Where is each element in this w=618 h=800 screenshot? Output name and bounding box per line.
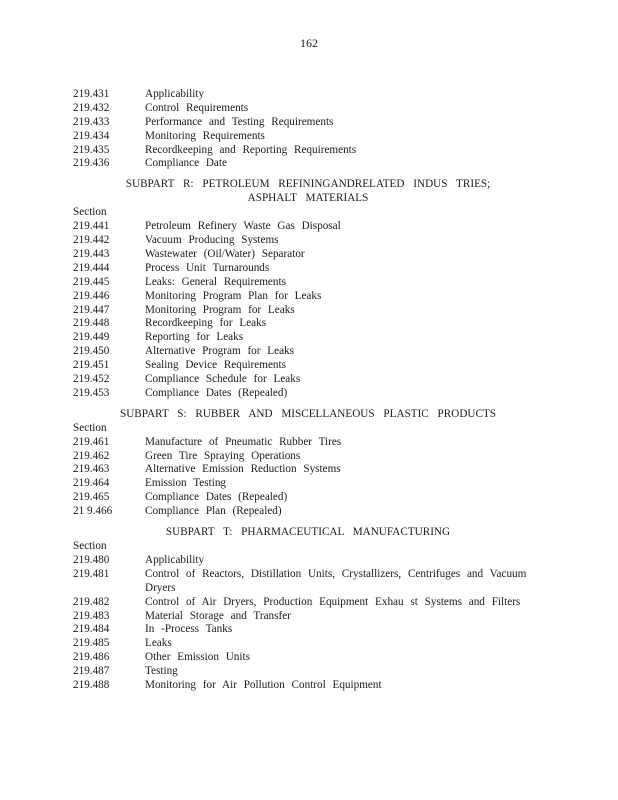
section-title: Material Storage and Transfer	[145, 609, 291, 622]
subpart-heading-line: SUBPART R: PETROLEUM REFININGANDRELATED INDUS TRIES;	[125, 178, 491, 191]
subpart-heading	[73, 519, 543, 540]
list-item	[73, 596, 543, 610]
subpart-r	[73, 171, 543, 400]
section-title: Manufacture of Pneumatic Rubber Tires	[145, 435, 342, 448]
section-number: 219.461	[73, 435, 110, 448]
section-title: Monitoring for Air Pollution Control Equipment	[145, 678, 382, 691]
section-title: Compliance Dates (Repealed)	[145, 386, 288, 399]
list-item	[73, 637, 543, 651]
page-number: 162	[300, 36, 318, 50]
list-item	[73, 610, 543, 624]
section-title: Control of Reactors, Distillation Units, Crystallizers, Centrifuges and Vacuum Dryers	[145, 567, 527, 594]
section-number: 219.484	[73, 623, 110, 636]
section-title: Performance and Testing Requirements	[145, 115, 334, 128]
list-item	[73, 116, 543, 130]
section-title: Compliance Schedule for Leaks	[145, 373, 301, 386]
section-title: Other Emission Units	[145, 651, 250, 664]
table-of-contents	[73, 88, 543, 693]
section-number: 219.434	[73, 129, 110, 142]
section-number: 219.482	[73, 595, 110, 608]
subpart-t	[73, 519, 543, 693]
list-item	[73, 345, 543, 359]
section-number: 219.432	[73, 101, 110, 114]
section-number: 219.480	[73, 553, 110, 566]
section-number: 219.442	[73, 234, 110, 247]
section-number: 219.462	[73, 449, 110, 462]
section-number: 219.444	[73, 261, 110, 274]
section-number: 219.433	[73, 115, 110, 128]
section-number: 219.441	[73, 220, 110, 233]
section-number: 219.445	[73, 275, 110, 288]
list-item	[73, 262, 543, 276]
section-title: Control Requirements	[145, 101, 249, 114]
section-number: 219.487	[73, 665, 110, 678]
section-title: Monitoring Program for Leaks	[145, 303, 295, 316]
list-item	[73, 491, 543, 505]
list-item	[73, 477, 543, 491]
section-label: Section	[73, 421, 107, 434]
section-number: 219.452	[73, 373, 110, 386]
section-number: 219.465	[73, 491, 110, 504]
list-item	[73, 463, 543, 477]
list-item	[73, 157, 543, 171]
section-title: Sealing Device Requirements	[145, 359, 286, 372]
section-title: Process Unit Turnarounds	[145, 261, 270, 274]
section-title: Petroleum Refinery Waste Gas Disposal	[145, 220, 341, 233]
section-title: Recordkeeping for Leaks	[145, 317, 267, 330]
section-number: 219.464	[73, 477, 110, 490]
section-number: 219.448	[73, 317, 110, 330]
list-item	[73, 387, 543, 401]
list-item	[73, 290, 543, 304]
section-label: Section	[73, 540, 107, 553]
subpart-heading	[73, 401, 543, 422]
section-title: Leaks	[145, 637, 172, 650]
section-number: 219.446	[73, 289, 110, 302]
section-title: Leaks: General Requirements	[145, 275, 286, 288]
subpart-heading-line: SUBPART T: PHARMACEUTICAL MANUFACTURING	[165, 526, 451, 539]
section-title: Emission Testing	[145, 477, 227, 490]
section-title: Applicability	[145, 553, 205, 566]
section-title: Reporting for Leaks	[145, 331, 244, 344]
section-number: 219.435	[73, 143, 110, 156]
section-title: Testing	[145, 665, 178, 678]
section-number: 21 9.466	[73, 505, 113, 518]
list-item	[73, 130, 543, 144]
list-item	[73, 88, 543, 102]
top-section-list	[73, 88, 543, 171]
list-item	[73, 304, 543, 318]
section-title: Green Tire Spraying Operations	[145, 449, 301, 462]
list-item	[73, 505, 543, 519]
section-number: 219.453	[73, 386, 110, 399]
section-title: Compliance Plan (Repealed)	[145, 505, 282, 518]
list-item	[73, 450, 543, 464]
section-title: Alternative Emission Reduction Systems	[145, 463, 341, 476]
subpart-heading-line: SUBPART S: RUBBER AND MISCELLANEOUS PLASTIC PRODUCTS	[120, 407, 496, 420]
list-item	[73, 144, 543, 158]
list-item	[73, 276, 543, 290]
list-item	[73, 665, 543, 679]
section-number: 219.481	[73, 567, 110, 580]
subpart-s	[73, 401, 543, 519]
section-number: 219.431	[73, 88, 110, 100]
section-number: 219.463	[73, 463, 110, 476]
section-title: Alternative Program for Leaks	[145, 345, 294, 358]
list-item	[73, 436, 543, 450]
list-item	[73, 373, 543, 387]
list-item	[73, 623, 543, 637]
section-title: Monitoring Program Plan for Leaks	[145, 289, 322, 302]
section-number: 219.436	[73, 157, 110, 170]
list-item	[73, 331, 543, 345]
list-item	[73, 679, 543, 693]
section-title: Compliance Date	[145, 157, 227, 170]
list-item	[73, 234, 543, 248]
section-title: Monitoring Requirements	[145, 129, 265, 142]
list-item	[73, 317, 543, 331]
section-title: Recordkeeping and Reporting Requirements	[145, 143, 357, 156]
section-number: 219.449	[73, 331, 110, 344]
list-item	[73, 102, 543, 116]
section-number: 219.443	[73, 248, 110, 261]
section-label: Section	[73, 206, 107, 219]
list-item	[73, 651, 543, 665]
section-number: 219.486	[73, 651, 110, 664]
section-title: Wastewater (Oil/Water) Separator	[145, 248, 305, 261]
list-item	[73, 248, 543, 262]
section-number: 219.451	[73, 359, 110, 372]
section-number: 219.488	[73, 678, 110, 691]
subpart-heading-line: ASPHALT MATERIALS	[247, 192, 369, 205]
section-number: 219.447	[73, 303, 110, 316]
section-title: Compliance Dates (Repealed)	[145, 491, 288, 504]
list-item	[73, 568, 543, 596]
section-title: Applicability	[145, 88, 205, 100]
subpart-heading	[73, 171, 543, 206]
list-item	[73, 359, 543, 373]
section-number: 219.483	[73, 609, 110, 622]
list-item	[73, 554, 543, 568]
section-number: 219.450	[73, 345, 110, 358]
section-number: 219.485	[73, 637, 110, 650]
section-title: In -Process Tanks	[145, 623, 233, 636]
section-title: Vacuum Producing Systems	[145, 234, 279, 247]
section-title: Control of Air Dryers, Production Equipment Exhau st Systems and Filters	[145, 595, 521, 608]
list-item	[73, 220, 543, 234]
